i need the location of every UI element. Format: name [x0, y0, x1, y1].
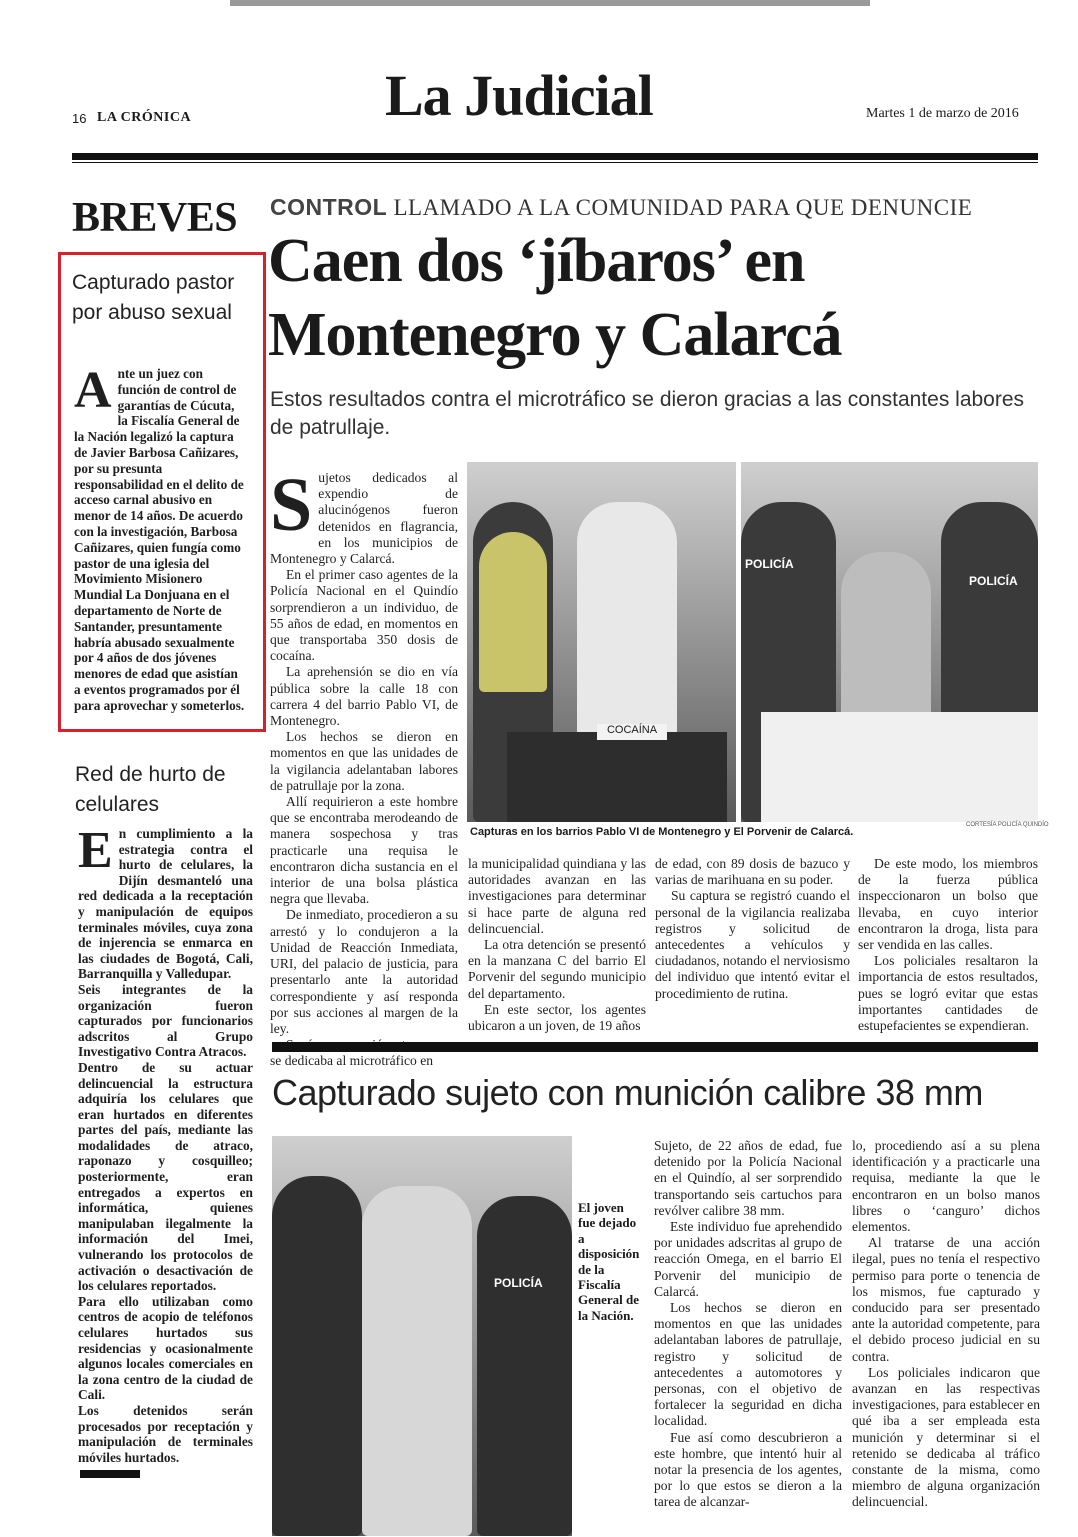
- paragraph: la municipalidad quindiana y las autoridades avanzan en las investigaciones para determinar si hace parte de alguna red delincuencial.: [468, 856, 646, 936]
- officer-figure: [477, 1196, 572, 1536]
- deck: Estos resultados contra el microtráfico se dieron gracias a las constantes labores de patrullaje.: [270, 388, 1025, 439]
- page-number: 16: [72, 111, 87, 126]
- breve-1-body: [74, 362, 246, 714]
- officer-figure: [272, 1176, 362, 1536]
- paragraph: ujetos dedicados al expendio de alucinógenos fueron detenidos en flagrancia, en los municipios de Montenegro y Calarcá.: [270, 470, 458, 567]
- photo-montenegro: [467, 462, 736, 822]
- breve-1-text: nte un juez con función de control de garantías de Cúcuta, la Fiscalía General de la Nación legalizó la captura de Javier Barbosa Cañizares, por su presunta responsabilidad en el delito de acceso carnal abusivo en menor de 14 años. De acuerdo con la investigación, Barbosa Cañizares, quien fungía como pastor de una iglesia del Movimiento Misionero Mundial La Donjuana en el departamento de Norte de Santander, presuntamente habría abusado sexualmente por 4 años de dos jóvenes menores de edad que asistían a eventos programados por él para aprovechar y someterlos.: [74, 366, 245, 713]
- paragraph: La aprehensión se dio en vía pública sobre la calle 18 con carrera 4 del barrio Pablo VI, de Montenegro.: [270, 664, 458, 729]
- detainee-figure: [362, 1186, 472, 1536]
- vest-figure: [479, 532, 547, 692]
- vest-label: POLICÍA: [494, 1276, 543, 1290]
- main-col-3: [655, 856, 850, 1002]
- main-col-4: [858, 856, 1038, 1034]
- second-col-2: [852, 1138, 1040, 1511]
- breve-2-para: Los detenidos serán procesados por receptación y manipulación de terminales móviles hurtados.: [78, 1402, 253, 1465]
- paragraph: De inmediato, procedieron a su arrestó y lo condujeron a la Unidad de Reacción Inmediata, URI, del palacio de justicia, para presentarlo ante la autoridad correspondiente y así responda por sus acciones al margen de la ley.: [270, 907, 458, 1036]
- paragraph: Los policiales resaltaron la importancia de estos resultados, pues se logró evitar que estas importantes cantidades de estupefacientes se expendieran.: [858, 953, 1038, 1034]
- paragraph: De este modo, los miembros de la fuerza pública inspeccionaron un bolso que llevaba, en cuyo interior encontraron la droga, lista para ser vendida en las calles.: [858, 856, 1038, 953]
- issue-date: Martes 1 de marzo de 2016: [866, 106, 1019, 121]
- cocaina-label: COCAÍNA: [597, 724, 667, 740]
- vest-label: POLICÍA: [745, 557, 794, 571]
- kicker: [270, 194, 972, 221]
- photo-second-capture: [272, 1136, 572, 1536]
- breve-2-para: Para ello utilizaban como centros de acopio de teléfonos celulares hurtados sus residencias y ocasionalmente algunos locales comerciales en la zona centro de la ciudad de Cali.: [78, 1293, 253, 1403]
- paragraph: Fue así como descubrieron a este hombre, que intentó huir al notar la presencia de los agentes, por lo que estos se dieron a la tarea de alcanzar-: [654, 1429, 842, 1510]
- breve-2-body: [78, 822, 253, 1465]
- paragraph: lo, procediendo así a su plena identificación y a practicarle una requisa, mediante la que le encontraron en un bolso manos libres o ‘canguro’ dichos elementos.: [852, 1138, 1040, 1235]
- table: [507, 732, 727, 822]
- photo-calarca: [741, 462, 1038, 822]
- breves-label: BREVES: [72, 195, 238, 241]
- paragraph: Su captura se registró cuando el personal de la vigilancia realizaba registros y solicitud de antecedentes a vehículos y ciudadanos, notando el nerviosismo del individuo que intentó evitar el procedimiento de rutina.: [655, 888, 850, 1001]
- end-rule: [80, 1470, 140, 1478]
- paper-name: LA CRÓNICA: [97, 110, 192, 125]
- breve-2-title: Red de hurto de celulares: [75, 763, 226, 816]
- breve-2-para: Seis integrantes de la organización fueron capturados por funcionarios adscritos al Grupo Investigativo Contra Atracos.: [78, 981, 253, 1060]
- paragraph: En este sector, los agentes ubicaron a un joven, de 19 años: [468, 1001, 646, 1034]
- photo-caption: Capturas en los barrios Pablo VI de Montenegro y El Porvenir de Calarcá.: [470, 826, 854, 838]
- paragraph: Los policiales indicaron que avanzan en las respectivas investigaciones, para establecer en qué iba a ser empleada esta munición y determinar si el retenido se dedicaba al tráfico constante de la misma, como miembro de alguna organización delincuencial.: [852, 1364, 1040, 1510]
- headline-line-1: Caen dos ‘jíbaros’ en: [268, 227, 805, 295]
- breve-2-para: Dentro de su actuar delincuencial la estructura adquiría los celulares que eran hurtados en diferentes partes del país, mediante las modalidades de atraco, raponazo y cosquilleo; posteriormente, eran entregados a expertos en informática, quienes manipulaban ilegalmente la información del Imei, vulnerando los protocolos de activación o desactivación de los celulares reportados.: [78, 1059, 253, 1294]
- top-cut-text-strip: [230, 0, 870, 6]
- second-col-1: [654, 1138, 842, 1511]
- photo-credit: CORTESÍA POLICÍA QUINDÍO: [966, 822, 1049, 828]
- kicker-tag: CONTROL: [270, 194, 388, 220]
- main-dropcap: S: [270, 463, 313, 547]
- header-rule: [72, 153, 1038, 160]
- paragraph: La otra detención se presentó en la manzana C del barrio El Porvenir del segundo municipio del departamento.: [468, 937, 646, 1001]
- paragraph: Los hechos se dieron en momentos en que las unidades adelantaban labores de patrullaje, registro y solicitud de antecedentes a automotores y personas, con el objetivo de fortalecer la seguridad en dicha localidad.: [654, 1300, 842, 1429]
- breve-2-dropcap: E: [78, 822, 113, 879]
- vest-label: POLICÍA: [969, 574, 1018, 588]
- paragraph: Este individuo fue aprehendido por unidades adscritas al grupo de reacción Omega, en el barrio El Porvenir del municipio de Calarcá.: [654, 1219, 842, 1299]
- paragraph: Allí requirieron a este hombre que se encontraba merodeando de manera sospechosa y tras practicarle una requisa le encontraron dicha sustancia en el interior de una bolsa plástica negra que llevaba.: [270, 794, 458, 907]
- section-title: La Judicial: [385, 63, 653, 128]
- table: [761, 712, 1038, 822]
- paragraph: de edad, con 89 dosis de bazuco y varias de marihuana en su poder.: [655, 856, 850, 888]
- second-photo-caption: El joven fue dejado a disposición de la Fiscalía General de la Nación.: [578, 1200, 640, 1323]
- breve-1-dropcap: A: [74, 362, 112, 419]
- breve-1-title: Capturado pastor por abuso sexual: [72, 271, 235, 324]
- main-col-1: [270, 463, 458, 1070]
- kicker-text: LLAMADO A LA COMUNIDAD PARA QUE DENUNCIE: [393, 195, 973, 220]
- second-headline: Capturado sujeto con munición calibre 38 mm: [272, 1072, 983, 1113]
- main-col-2: [468, 856, 646, 1034]
- paragraph: Los hechos se dieron en momentos en que las unidades de la vigilancia adelantaban labores de patrullaje por la zona.: [270, 729, 458, 793]
- paragraph: Al tratarse de una acción ilegal, pues no tenía el respectivo permiso para porte o tenencia de los mismos, fue capturado y conducido para ser presentado ante la autoridad competente, para el debido proceso judicial en su contra.: [852, 1235, 1040, 1364]
- headline-line-2: Montenegro y Calarcá: [268, 301, 842, 369]
- breve-2-para: n cumplimiento a la estrategia contra el hurto de celulares, la Dijín desmanteló una red dedicada a la receptación y manipulación de equipos terminales móviles, cuya zona de injerencia se enmarca en las ciudades de Bogotá, Cali, Barranquilla y Valledupar.: [78, 826, 253, 982]
- paragraph: Sujeto, de 22 años de edad, fue detenido por la Policía Nacional en el Quindío, al ser sorprendido transportando seis cartuchos para revólver calibre 38 mm.: [654, 1138, 842, 1218]
- header-rule-thin: [72, 162, 1038, 163]
- paragraph: se dedicaba al microtráfico en: [270, 1053, 434, 1069]
- section-divider: [272, 1042, 1038, 1052]
- paragraph: En el primer caso agentes de la Policía Nacional en el Quindío sorprendieron a un individuo, de 55 años de edad, en momentos en que transportaba 350 dosis de cocaína.: [270, 567, 458, 664]
